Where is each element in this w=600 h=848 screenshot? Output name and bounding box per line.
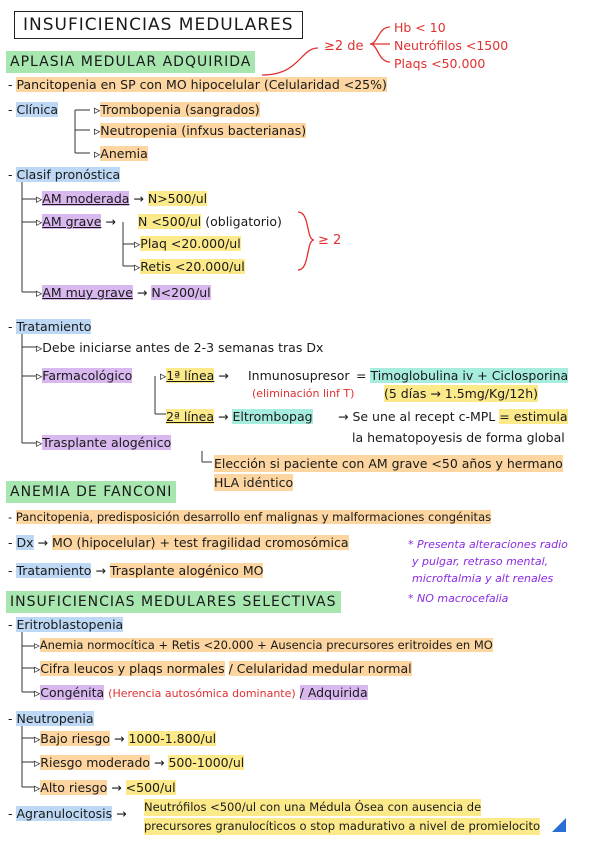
fanconi-note: * NO macrocefalia [408, 592, 509, 605]
eltrom-desc: → Se une al recept c-MPL = estimula [338, 409, 568, 424]
clinica-item: ▹Neutropenia (infxus bacterianas) [94, 123, 307, 138]
fanconi-dx: - Dx → MO (hipocelular) + test fragilidad cromosómica [8, 535, 349, 550]
agranulo-label: - Agranulocitosis → [8, 806, 127, 821]
criteria-hb: Hb < 10 [394, 20, 446, 35]
fanconi-heading: ANEMIA DE FANCONI [6, 481, 176, 503]
eritro-3: ▹Congénita (Herencia autosómica dominante) / Adquirida [34, 685, 368, 700]
farmacologico: ▹Farmacológico [36, 368, 133, 383]
fanconi-definition: - Pancitopenia, predisposición desarrollo enf malignas y malformaciones congénitas [8, 510, 492, 524]
criteria-neutro: Neutrófilos <1500 [394, 38, 509, 53]
trasplante-desc-1: Elección si paciente con AM grave <50 años y hermano [214, 456, 563, 471]
aplasia-definition: - Pancitopenia en SP con MO hipocelular (Celularidad <25%) [8, 77, 387, 92]
timo-dosis: (5 días → 1.5mg/Kg/12h) [384, 386, 539, 401]
fanconi-note: * Presenta alteraciones radio [408, 538, 568, 551]
timoglobulina: = Timoglobulina iv + Ciclosporina [356, 368, 569, 383]
eritro-1: ▹Anemia normocítica + Retis <20.000 + Ausencia precursores eritroides en MO [34, 638, 493, 652]
agranulo-1: Neutrófilos <500/ul con una Médula Ósea con ausencia de [144, 800, 482, 814]
neutro-bajo: ▹Bajo riesgo → 1000-1.800/ul [34, 731, 217, 746]
clasif-label: - Clasif pronóstica [8, 167, 121, 182]
selectivas-heading: INSUFICIENCIAS MEDULARES SELECTIVAS [6, 591, 341, 613]
trasplante-desc-2: HLA idéntico [214, 475, 294, 490]
am-grave: ▹AM grave → [36, 214, 116, 229]
am-moderada: ▹AM moderada → N>500/ul [36, 191, 208, 206]
neutro-alto: ▹Alto riesgo → <500/ul [34, 780, 176, 795]
grave-ge2: ≥ 2 [318, 233, 342, 248]
tto-label: - Tratamiento [8, 319, 92, 334]
aplasia-heading: APLASIA MEDULAR ADQUIRIDA [6, 51, 255, 73]
criteria-plaq: Plaqs <50.000 [394, 56, 486, 71]
fanconi-note: y pulgar, retraso mental, [412, 555, 549, 568]
grave-retis: ▹Retis <20.000/ul [134, 259, 245, 274]
neutro-label: - Neutropenia [8, 711, 94, 726]
eritro-label: - Eritroblastopenia [8, 617, 124, 632]
page-title: INSUFICIENCIAS MEDULARES [14, 11, 303, 39]
inmunosupresor: Inmunosupresor [248, 368, 350, 383]
trasplante: ▹Trasplante alogénico [36, 435, 172, 450]
eltrom-desc-2: la hematopoyesis de forma global [352, 430, 565, 445]
inmuno-note: (eliminación linf T) [252, 387, 355, 400]
agranulo-2: precursores granulocíticos o stop madurativo a nivel de promielocito [144, 819, 541, 833]
clinica-item: ▹Trombopenia (sangrados) [94, 102, 260, 117]
neutro-moderado: ▹Riesgo moderado → 500-1000/ul [34, 755, 245, 770]
fanconi-note: microftalmia y alt renales [412, 572, 554, 585]
am-muy-grave: ▹AM muy grave → N<200/ul [36, 285, 211, 300]
grave-plaq: ▹Plaq <20.000/ul [134, 236, 241, 251]
linea1: ▹1ª línea → [160, 368, 229, 383]
clinica-item: ▹Anemia [94, 146, 148, 161]
linea2: 2ª línea → Eltrombopag [166, 409, 313, 424]
tto-inicio: ▹Debe iniciarse antes de 2-3 semanas tras Dx [36, 340, 324, 355]
clinica-label: - Clínica [8, 102, 59, 117]
eritro-2: ▹Cifra leucos y plaqs normales / Celularidad medular normal [34, 661, 412, 676]
grave-neutro: N <500/ul (obligatorio) [138, 214, 282, 229]
fanconi-tto: - Tratamiento → Trasplante alogénico MO [8, 563, 264, 578]
criteria-ge2: ≥2 de [324, 39, 364, 54]
